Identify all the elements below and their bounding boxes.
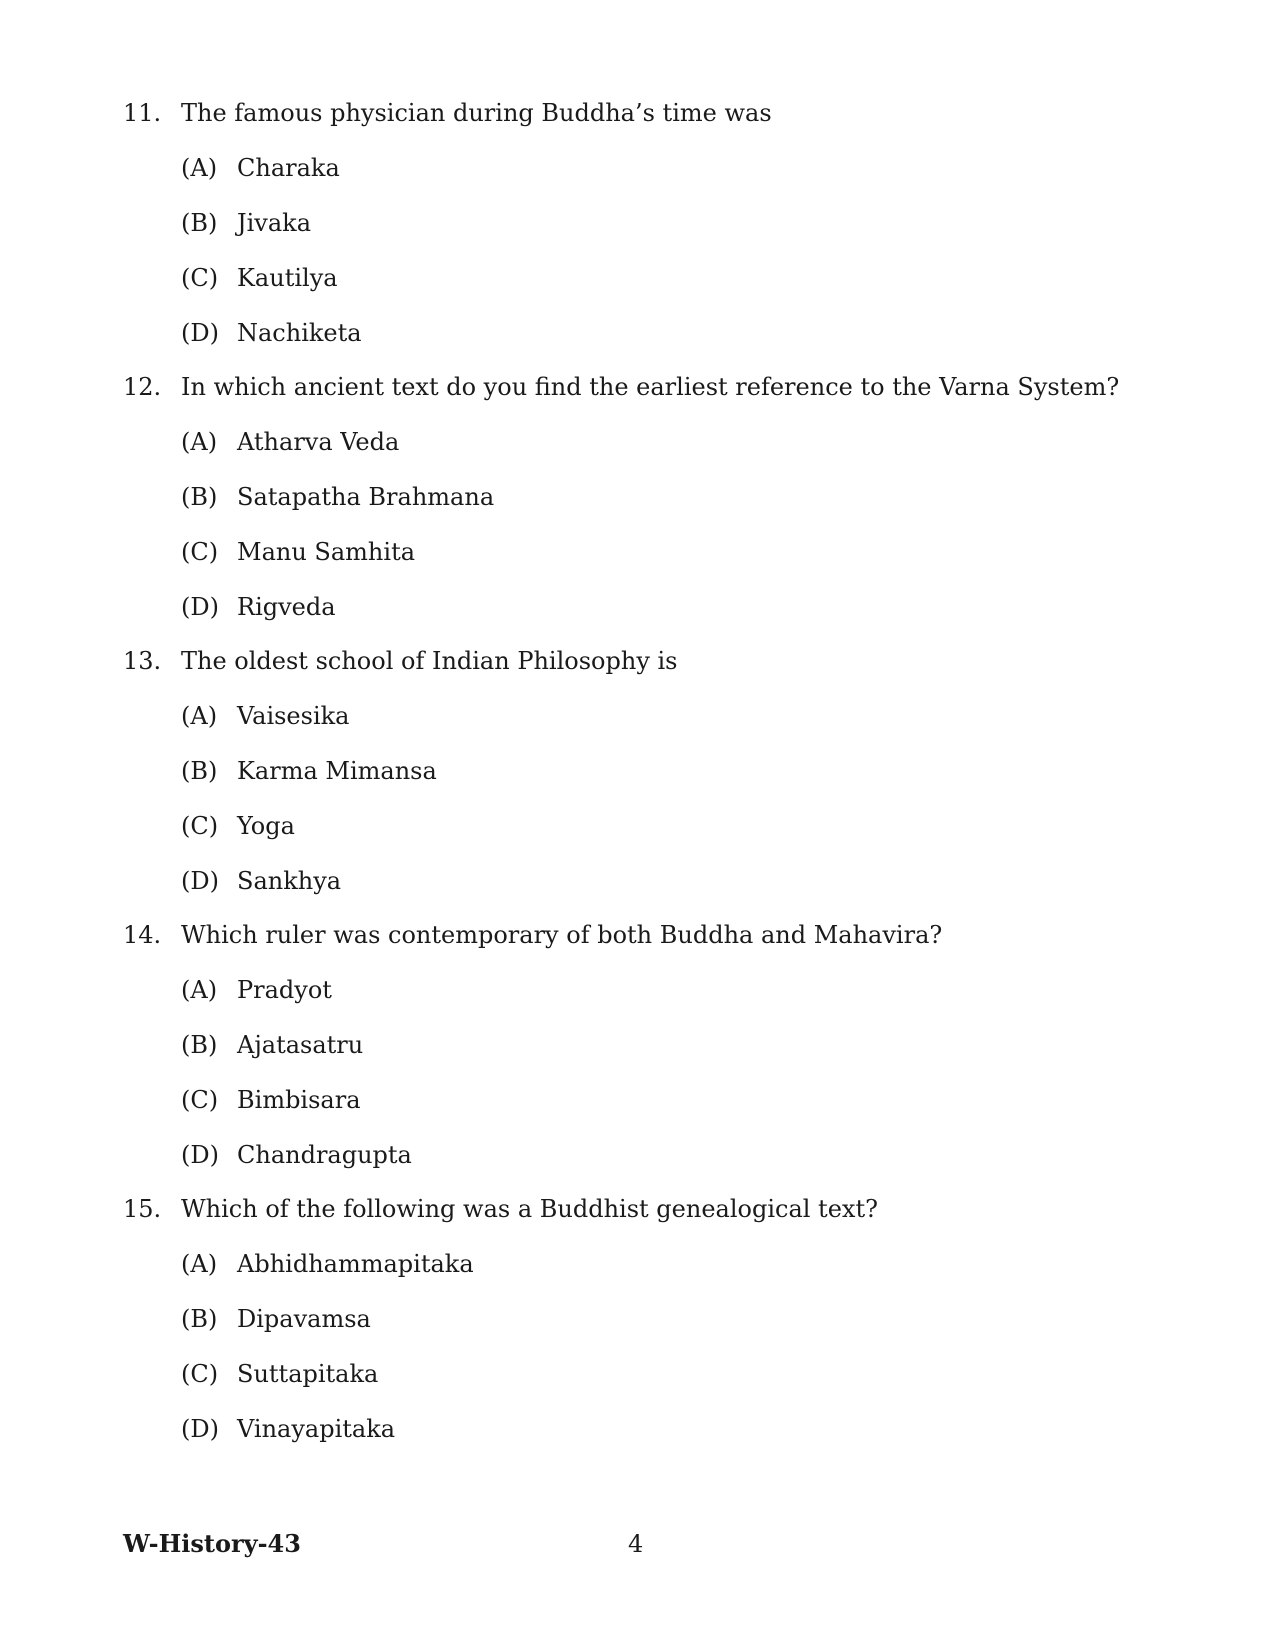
question-number: 12.	[123, 373, 162, 401]
question-number: 15.	[123, 1195, 162, 1223]
option-label: (D)	[181, 867, 219, 895]
option-text: Suttapitaka	[237, 1360, 379, 1388]
option-b	[0, 1025, 1275, 1065]
option-text: Vaisesika	[237, 702, 350, 730]
option-d	[0, 1135, 1275, 1175]
option-text: Manu Samhita	[237, 538, 416, 566]
option-label: (B)	[181, 1031, 218, 1059]
option-d	[0, 587, 1275, 627]
option-a	[0, 1244, 1275, 1284]
question-14	[0, 915, 1275, 1175]
option-label: (D)	[181, 1141, 219, 1169]
question-line	[0, 367, 1275, 407]
option-c	[0, 258, 1275, 298]
option-label: (D)	[181, 1415, 219, 1443]
option-d	[0, 861, 1275, 901]
option-text: Abhidhammapitaka	[237, 1250, 474, 1278]
option-label: (B)	[181, 483, 218, 511]
option-text: Kautilya	[237, 264, 338, 292]
option-text: Rigveda	[237, 593, 336, 621]
question-line	[0, 1189, 1275, 1229]
paper-code: W-History-43	[123, 1529, 301, 1558]
option-text: Jivaka	[237, 209, 312, 237]
option-label: (A)	[181, 702, 218, 730]
option-label: (C)	[181, 812, 219, 840]
question-text: Which of the following was a Buddhist genealogical text?	[181, 1195, 878, 1223]
question-text: In which ancient text do you find the earliest reference to the Varna System?	[181, 373, 1120, 401]
option-text: Charaka	[237, 154, 340, 182]
option-label: (C)	[181, 1360, 219, 1388]
option-label: (A)	[181, 154, 218, 182]
option-label: (A)	[181, 1250, 218, 1278]
question-number: 13.	[123, 647, 162, 675]
option-b	[0, 477, 1275, 517]
option-label: (D)	[181, 593, 219, 621]
option-text: Chandragupta	[237, 1141, 412, 1169]
question-line	[0, 641, 1275, 681]
option-a	[0, 970, 1275, 1010]
question-line	[0, 915, 1275, 955]
question-12	[0, 367, 1275, 627]
option-label: (B)	[181, 209, 218, 237]
option-d	[0, 1409, 1275, 1449]
option-a	[0, 696, 1275, 736]
option-label: (A)	[181, 428, 218, 456]
question-text: The famous physician during Buddha’s time was	[181, 99, 772, 127]
option-text: Bimbisara	[237, 1086, 361, 1114]
option-d	[0, 313, 1275, 353]
option-label: (C)	[181, 264, 219, 292]
option-a	[0, 422, 1275, 462]
option-text: Vinayapitaka	[237, 1415, 396, 1443]
question-15	[0, 1189, 1275, 1449]
option-text: Sankhya	[237, 867, 342, 895]
option-text: Yoga	[237, 812, 295, 840]
option-label: (C)	[181, 538, 219, 566]
page-number: 4	[628, 1530, 644, 1558]
option-text: Satapatha Brahmana	[237, 483, 495, 511]
option-b	[0, 1299, 1275, 1339]
option-label: (B)	[181, 1305, 218, 1333]
option-label: (B)	[181, 757, 218, 785]
question-11	[0, 93, 1275, 353]
option-b	[0, 203, 1275, 243]
question-13	[0, 641, 1275, 901]
option-c	[0, 1080, 1275, 1120]
option-label: (C)	[181, 1086, 219, 1114]
question-number: 14.	[123, 921, 162, 949]
question-text: Which ruler was contemporary of both Buddha and Mahavira?	[181, 921, 943, 949]
option-c	[0, 1354, 1275, 1394]
question-number: 11.	[123, 99, 162, 127]
option-text: Ajatasatru	[237, 1031, 364, 1059]
option-b	[0, 751, 1275, 791]
option-label: (A)	[181, 976, 218, 1004]
option-text: Karma Mimansa	[237, 757, 437, 785]
question-line	[0, 93, 1275, 133]
option-text: Pradyot	[237, 976, 332, 1004]
option-text: Nachiketa	[237, 319, 362, 347]
option-label: (D)	[181, 319, 219, 347]
option-c	[0, 532, 1275, 572]
option-text: Atharva Veda	[237, 428, 400, 456]
option-a	[0, 148, 1275, 188]
option-text: Dipavamsa	[237, 1305, 371, 1333]
option-c	[0, 806, 1275, 846]
question-text: The oldest school of Indian Philosophy is	[181, 647, 678, 675]
